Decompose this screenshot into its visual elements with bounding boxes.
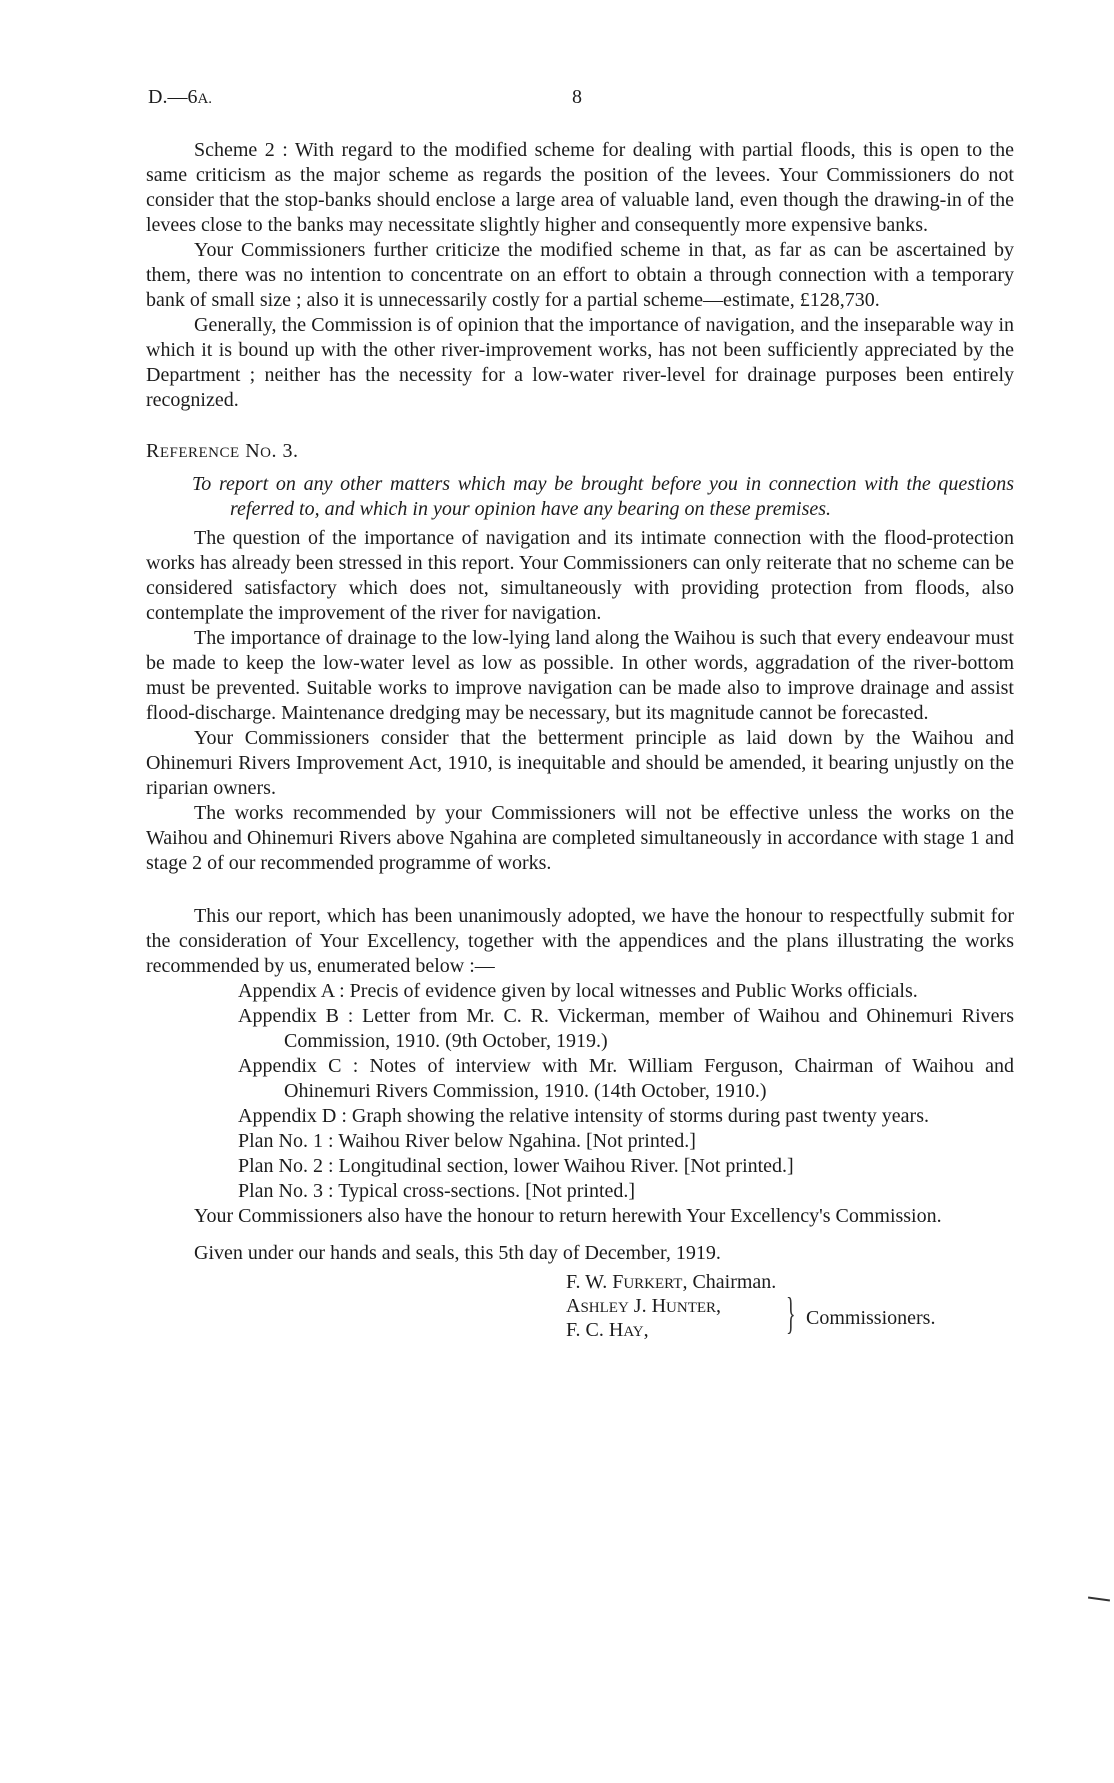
paragraph-generally: Generally, the Commission is of opinion that the importance of navigation, and the inseparable way in which it is bound up with the other river-improvement works, has not been sufficiently appreciated by the Department ; neither has the necessity for a low-water river-level for drainage purposes been entirely recognized. xyxy=(146,314,1014,411)
list-item: Appendix D : Graph showing the relative intensity of storms during past twenty years. xyxy=(238,1105,929,1127)
paragraph-navigation: The question of the importance of navigation and its intimate connection with the flood-protection works has already been stressed in this report. Your Commissioners can only reiterate that no scheme can be considered satisfactory which does not, simultaneously with providing protection from floods, also contemplate the improvement of the river for navigation. xyxy=(146,527,1014,624)
scan-edge-mark xyxy=(1088,1596,1110,1601)
paragraph-betterment: Your Commissioners consider that the betterment principle as laid down by the Waihou and Ohinemuri Rivers Improvement Act, 1910, is inequitable and should be amended, it bearing unjustly on the riparian owners. xyxy=(146,727,1014,799)
paragraph-return-commission: Your Commissioners also have the honour to return herewith Your Excellency's Commission. xyxy=(194,1205,942,1227)
paragraph-scheme-2: Scheme 2 : With regard to the modified scheme for dealing with partial floods, this is open to the same criticism as the major scheme as regards the position of the levees. Your Commissioners do not consider that the stop-banks should enclose a large area of valuable land, even though the drawing-in of the levees close to the banks may necessitate slightly higher and consequently more expensive banks. xyxy=(146,139,1014,236)
given-under-hands: Given under our hands and seals, this 5th day of December, 1919. xyxy=(194,1242,721,1264)
list-item: Appendix C : Notes of interview with Mr. William Ferguson, Chairman of Waihou and Ohinemuri Rivers Commission, 1910. (14th October, 1910.) xyxy=(238,1055,1014,1102)
signature-hay: F. C. HAY, xyxy=(566,1319,649,1341)
page-number: 8 xyxy=(572,86,582,108)
list-item: Plan No. 1 : Waihou River below Ngahina. [Not printed.] xyxy=(238,1130,696,1152)
signature-chairman: F. W. FURKERT, Chairman. xyxy=(566,1271,777,1293)
reference-heading: REFERENCE NO. 3. xyxy=(146,440,299,462)
document-body xyxy=(146,138,1014,1352)
brace-glyph: } xyxy=(786,1289,796,1338)
paragraph-drainage: The importance of drainage to the low-lying land along the Waihou is such that every endeavour must be made to keep the low-water level as low as possible. In other words, aggradation of the river-bottom must be prevented. Suitable works to improve navigation can be made also to improve drainage and assist flood-discharge. Maintenance dredging may be necessary, but its magnitude cannot be forecasted. xyxy=(146,627,1014,724)
document-reference: D.—6A. xyxy=(148,86,213,108)
commissioners-label: Commissioners. xyxy=(806,1307,936,1329)
signature-hunter: ASHLEY J. HUNTER, xyxy=(566,1295,722,1317)
list-item: Plan No. 2 : Longitudinal section, lower Waihou River. [Not printed.] xyxy=(238,1155,794,1177)
list-item: Plan No. 3 : Typical cross-sections. [Not printed.] xyxy=(238,1180,636,1202)
section-spacer xyxy=(146,876,1014,904)
reference-terms: To report on any other matters which may be brought before you in connection with the questions referred to, and which in your opinion have any bearing on these premises. xyxy=(192,473,1014,520)
appendix-list xyxy=(146,979,1014,1204)
paragraph-works-recommended: The works recommended by your Commissioners will not be effective unless the works on the Waihou and Ohinemuri Rivers above Ngahina are completed simultaneously in accordance with stage 1 and stage 2 of our recommended programme of works. xyxy=(146,802,1014,874)
paragraph-report-intro: This our report, which has been unanimously adopted, we have the honour to respectfully submit for the consideration of Your Excellency, together with the appendices and the plans illustrating the works recommended by us, enumerated below :— xyxy=(146,905,1014,977)
list-item: Appendix A : Precis of evidence given by local witnesses and Public Works officials. xyxy=(238,980,918,1002)
page-header xyxy=(148,86,982,116)
signature-block xyxy=(146,1266,1014,1352)
paragraph-criticism: Your Commissioners further criticize the modified scheme in that, as far as can be ascertained by them, there was no intention to concentrate on an effort to obtain a through connection with a temporary bank of small size ; also it is unnecessarily costly for a partial scheme—estimate, £128,730. xyxy=(146,239,1014,311)
list-item: Appendix B : Letter from Mr. C. R. Vickerman, member of Waihou and Ohinemuri Rivers Commission, 1910. (9th October, 1919.) xyxy=(238,1005,1014,1052)
